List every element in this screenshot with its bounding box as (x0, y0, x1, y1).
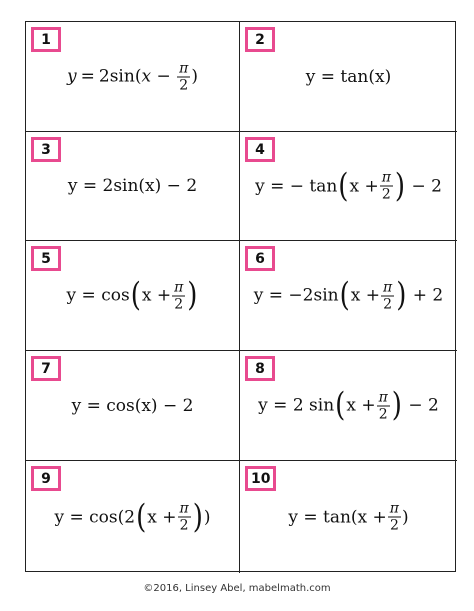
card-number-badge: 8 (245, 356, 275, 381)
card-number-badge: 5 (31, 246, 61, 271)
fraction-numerator: π (179, 500, 189, 517)
fraction-numerator: π (383, 279, 393, 295)
card-10 (240, 461, 457, 573)
equation-part: ) (402, 507, 409, 527)
equation-part: x + (346, 395, 376, 416)
fraction-denominator: 2 (389, 517, 399, 534)
card-number-badge: 1 (31, 27, 61, 52)
card-number-badge: 3 (31, 137, 61, 162)
equation-part: − 2 (406, 176, 442, 196)
equation-part: y = 2 sin (258, 395, 335, 416)
equation-part: − (151, 66, 177, 87)
equation-variable: x (141, 66, 152, 87)
equation (26, 60, 239, 93)
equation-part: x + (349, 176, 379, 196)
equation: y = 2 sin ( x + $\frac{\pi}{2}$ ) − 2 (258, 386, 439, 425)
equation (240, 501, 457, 534)
equation-part: ) (191, 66, 198, 87)
equation-lhs: y (67, 66, 77, 87)
card-number-badge: 10 (245, 466, 276, 491)
fraction-denominator: 2 (179, 517, 189, 534)
fraction (177, 60, 190, 93)
card-1 (26, 22, 240, 132)
fraction (377, 389, 390, 422)
card-6 (240, 241, 457, 351)
fraction (381, 279, 394, 312)
equation-text: y = 2sin(x) − 2 (67, 176, 198, 196)
equation: y = − tan ( x + $\frac{\pi}{2}$ ) − 2 (255, 167, 442, 205)
card-number-badge: 9 (31, 466, 61, 491)
card-grid (25, 21, 456, 572)
card-number-badge: 7 (31, 356, 61, 381)
card-number-badge: 6 (245, 246, 275, 271)
equation (240, 67, 457, 87)
card-7 (26, 351, 240, 461)
fraction-numerator: π (389, 500, 399, 517)
fraction-numerator: π (174, 279, 184, 295)
equation-part: − 2 (402, 395, 439, 416)
equation: y = cos ( x + $\frac{\pi}{2}$ ) (66, 276, 198, 315)
card-5 (26, 241, 240, 351)
fraction-numerator: π (179, 60, 189, 76)
fraction (380, 170, 393, 203)
equation-part: x + (141, 285, 172, 306)
card-3 (26, 132, 240, 241)
equation-part: y = tan(x + (288, 507, 387, 527)
fraction (178, 501, 191, 534)
equation-part: + 2 (407, 285, 444, 306)
equation-part: y = −2sin (253, 285, 339, 306)
card-2 (240, 22, 457, 132)
equation-part: ) (203, 507, 211, 527)
equation-part: x + (147, 507, 177, 527)
equation-part: y = cos (66, 285, 130, 306)
fraction-denominator: 2 (383, 296, 393, 312)
equation-part: x + (350, 285, 380, 306)
equation (26, 396, 239, 416)
equation (26, 176, 239, 196)
fraction-numerator: π (378, 389, 388, 405)
equation-text: y = cos(x) − 2 (71, 395, 194, 416)
equation: y = cos(2 ( x + $\frac{\pi}{2}$ ) ) (54, 498, 211, 536)
equation-part: y = cos(2 (54, 507, 136, 527)
equation: y = −2sin ( x + $\frac{\pi}{2}$ ) + 2 (253, 276, 444, 315)
fraction-denominator: 2 (174, 296, 184, 312)
card-number-badge: 4 (245, 137, 275, 162)
card-4 (240, 132, 457, 241)
fraction (172, 279, 185, 312)
card-8 (240, 351, 457, 461)
card-9 (26, 461, 240, 573)
fraction-denominator: 2 (381, 186, 391, 203)
equals-sign: = (80, 66, 95, 87)
equation-part: 2sin( (98, 66, 142, 87)
fraction-denominator: 2 (378, 406, 388, 422)
fraction (388, 501, 401, 534)
card-number-badge: 2 (245, 27, 275, 52)
fraction-denominator: 2 (179, 77, 189, 93)
copyright-footer: ©2016, Linsey Abel, mabelmath.com (143, 583, 331, 594)
fraction-numerator: π (381, 169, 391, 186)
equation-text: y = tan(x) (305, 66, 392, 87)
equation-part: y = − tan (255, 176, 338, 196)
